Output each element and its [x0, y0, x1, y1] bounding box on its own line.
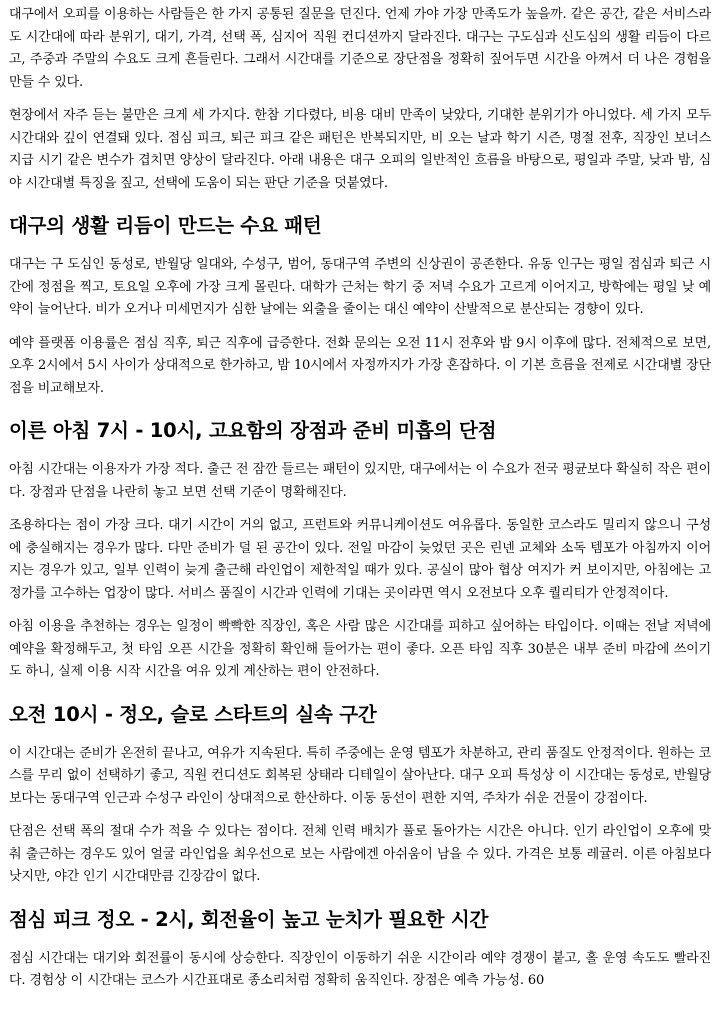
demand-pattern-paragraph-2: 예약 플랫폼 이용률은 점심 직후, 퇴근 직후에 급증한다. 전화 문의는 오전 11시 전후와 밤 9시 이후에 많다. 전체적으로 보면, 오후 2시에서 5시 사이가 상대적으로 한가하고, 밤 10시에서 자정까지가 가장 혼잡하다. 이 기본 흐름을 전제로 시간대별 장단점을 비교해보자.: [9, 335, 711, 396]
section-heading-late-morning: 오전 10시 - 정오, 슬로 스타트의 실속 구간: [9, 702, 377, 726]
section-heading-demand-pattern: 대구의 생활 리듬이 만드는 수요 패턴: [9, 214, 322, 237]
intro-paragraph-1: 대구에서 오피를 이용하는 사람들은 한 가지 공통된 질문을 던진다. 언제 가야 가장 만족도가 높을까. 같은 공간, 같은 서비스라도 시간대에 따라 분위기, 대기, 가격, 선택 폭, 심지어 직원 컨디션까지 달라진다. 대구는 구도심과 신도심의 생활 리듬이 다르고, 주중과 주말의 수요도 크게 흔들린다. 그래서 시간대를 기준으로 장단점을 정확히 짚어두면 시간을 아껴서 더 나은 경험을 만들 수 있다.: [9, 7, 711, 90]
early-morning-paragraph-1: 아침 시간대는 이용자가 가장 적다. 출근 전 잠깐 들르는 패턴이 있지만, 대구에서는 이 수요가 전국 평균보다 확실히 작은 편이다. 장점과 단점을 나란히 놓고 보면 선택 기준이 명확해진다.: [9, 462, 711, 500]
early-morning-paragraph-3: 아침 이용을 추천하는 경우는 일정이 빡빡한 직장인, 혹은 사람 많은 시간대를 피하고 싶어하는 타입이다. 이때는 전날 저녁에 예약을 확정해두고, 첫 타임 오픈 시간을 정확히 확인해 들어가는 편이 좋다. 오픈 타임 직후 30분은 내부 준비 마감에 쓰이기도 하니, 실제 이용 시작 시간을 여유 있게 계산하는 편이 안전하다.: [9, 619, 711, 679]
article: [9, 4, 711, 993]
lunch-peak-paragraph-1: 점심 시간대는 대기와 회전률이 동시에 상승한다. 직장인이 이동하기 쉬운 시간이라 예약 경쟁이 붙고, 홀 운영 속도도 빨라진다. 경험상 이 시간대는 코스가 시간표대로 종소리처럼 정확히 움직인다. 장점은 예측 가능성. 60: [9, 950, 711, 988]
early-morning-paragraph-2: 조용하다는 점이 가장 크다. 대기 시간이 거의 없고, 프런트와 커뮤니케이션도 여유롭다. 동일한 코스라도 밀리지 않으니 구성에 충실해지는 경우가 많다. 다만 준비가 덜 된 공간이 있다. 전일 마감이 늦었던 곳은 린넨 교체와 소독 템포가 아침까지 이어지는 경우가 있고, 일부 인력이 늦게 출근해 라인업이 제한적일 때가 있다. 공실이 많아 협상 여지가 커 보이지만, 아침에는 고정가를 고수하는 업장이 많다. 서비스 품질이 시간과 인력에 기대는 곳이라면 역시 오전보다 오후 퀄리티가 안정적이다.: [9, 518, 711, 601]
section-heading-early-morning: 이른 아침 7시 - 10시, 고요함의 장점과 준비 미흡의 단점: [9, 419, 497, 442]
late-morning-paragraph-1: 이 시간대는 준비가 온전히 끝나고, 여유가 지속된다. 특히 주중에는 운영 템포가 차분하고, 관리 품질도 안정적이다. 원하는 코스를 무리 없이 선택하기 좋고, 직원 컨디션도 회복된 상태라 디테일이 살아난다. 대구 오피 특성상 이 시간대는 동성로, 반월당보다는 동대구역 인근과 수성구 라인이 상대적으로 한산하다. 이동 동선이 편한 지역, 주차가 쉬운 건물이 강점이다.: [9, 745, 711, 806]
demand-pattern-paragraph-1: 대구는 구 도심인 동성로, 반월당 일대와, 수성구, 범어, 동대구역 주변의 신상권이 공존한다. 유동 인구는 평일 점심과 퇴근 시간에 정점을 찍고, 토요일 오후에 가장 크게 몰린다. 대학가 근처는 학기 중 저녁 수요가 고르게 이어지고, 방학에는 평일 낮 예약이 늘어난다. 비가 오거나 미세먼지가 심한 날에는 외출을 줄이는 대신 예약이 산발적으로 분산되는 경향이 있다.: [9, 257, 711, 317]
section-heading-lunch-peak: 점심 피크 정오 - 2시, 회전율이 높고 눈치가 필요한 시간: [9, 907, 489, 931]
intro-paragraph-2: 현장에서 자주 듣는 불만은 크게 세 가지다. 한참 기다렸다, 비용 대비 만족이 낮았다, 기대한 분위기가 아니었다. 세 가지 모두 시간대와 깊이 연결돼 있다. 점심 피크, 퇴근 피크 같은 패턴은 반복되지만, 비 오는 날과 학기 시즌, 명절 전후, 직장인 보너스 지급 시기 같은 변수가 겹치면 양상이 달라진다. 아래 내용은 대구 오피의 일반적인 흐름을 바탕으로, 평일과 주말, 낮과 밤, 심야 시간대별 특징을 짚고, 선택에 도움이 되는 판단 기준을 덧붙였다.: [9, 108, 711, 191]
late-morning-paragraph-2: 단점은 선택 폭의 절대 수가 적을 수 있다는 점이다. 전체 인력 배치가 풀로 돌아가는 시간은 아니다. 인기 라인업이 오후에 맞춰 출근하는 경우도 있어 얼굴 라인업을 최우선으로 보는 사람에겐 아쉬움이 남을 수 있다. 가격은 보통 레귤러. 이른 아침보다 낫지만, 야간 인기 시간대만큼 긴장감이 없다.: [9, 824, 711, 884]
